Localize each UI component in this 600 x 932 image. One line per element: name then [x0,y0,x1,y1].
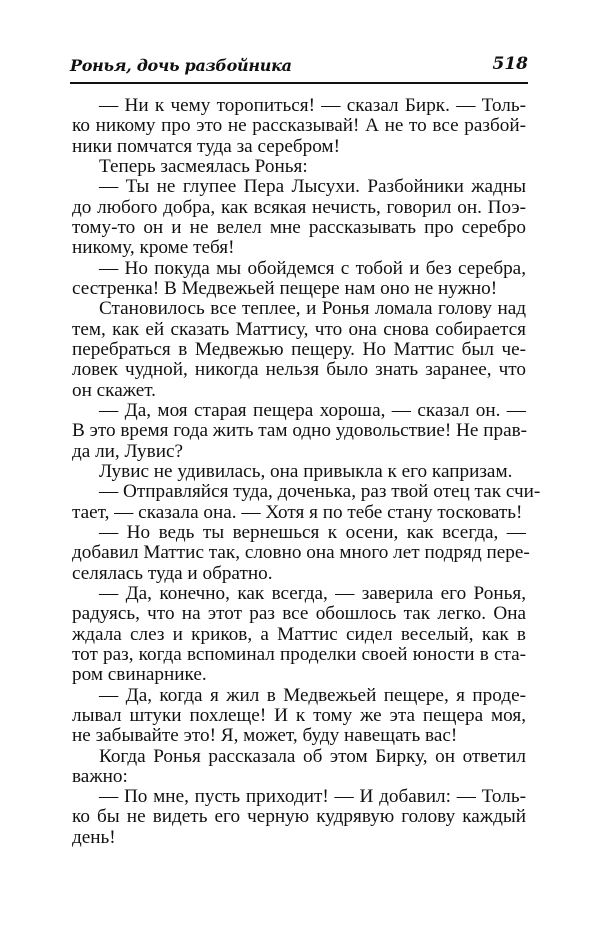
text-line: тому-то он и не велел мне рассказывать про серебро [72,216,526,238]
text-line: важно: [72,765,128,787]
text-line: день! [72,826,116,848]
paragraph [72,521,530,584]
page-body [72,95,541,848]
paragraph [72,686,526,747]
text-line: В это время года жить там одно удовольствие! Не прав- [72,420,528,442]
paragraph [72,96,526,157]
paragraph [72,299,526,401]
text-line: — Да, конечно, как всегда, — заверила его Ронья, [99,582,526,604]
text-line: — Да, когда я жил в Медвежьей пещере, я проде- [99,684,526,706]
page-number: 518 [492,54,528,74]
text-line: тот раз, когда вспоминал проделки своей юности в ста- [72,643,526,665]
paragraph [72,157,526,177]
paragraph [72,481,541,523]
text-line: он скажет. [72,379,156,401]
text-line: ники помчатся туда за серебром! [72,135,340,157]
paragraph [72,584,526,686]
text-line: — Да, моя старая пещера хороша, — сказал он. — [99,399,526,421]
paragraph [72,259,526,300]
text-line: сестренка! В Медвежьей пещере нам оно не нужно! [72,277,498,299]
running-header [70,54,528,82]
text-line: — Но покуда мы обойдемся с тобой и без серебра, [99,257,526,279]
header-rule [70,82,528,84]
text-line: Теперь засмеялась Ронья: [99,155,308,177]
text-line: Лувис не удивилась, она привыкла к его капризам. [99,460,513,482]
text-line: ром свинарнике. [72,664,207,686]
text-line: перебраться в Медвежью пещеру. Но Маттис был че- [72,338,526,360]
paragraph [72,787,526,848]
text-line: не забывайте это! Я, может, буду навещать вас! [72,725,458,747]
text-line: — Ни к чему торопиться! — сказал Бирк. — Толь- [99,95,526,116]
text-line: Становилось все теплее, и Ронья ломала голову над [99,298,526,320]
text-line: селялась туда и обратно. [72,562,273,584]
text-line: — Отправляйся туда, доченька, раз твой отец так счи- [99,481,541,503]
running-title: Ронья, дочь разбойника [70,56,292,75]
text-line: тем, как ей сказать Маттису, что она снова собирается [72,318,526,340]
text-line: тает, — сказала она. — Хотя я по тебе стану тосковать! [72,501,523,523]
text-line: ко никому про это не рассказывай! А не то все разбой- [72,115,526,137]
text-line: да ли, Лувис? [72,440,184,462]
text-line: радуясь, что на этот раз все обошлось так легко. Она [72,603,526,625]
text-line: до любого добра, как всякая нечисть, говорил он. Поэ- [72,196,526,218]
text-line: добавил Маттис так, словно она много лет подряд пере- [72,542,530,564]
text-line: Когда Ронья рассказала об этом Бирку, он ответил [99,745,526,767]
text-line: ловек чудной, никогда нельзя было знать заранее, что [72,359,526,381]
text-line: — Ты не глупее Пера Лысухи. Разбойники жадны [99,176,526,198]
paragraph [72,401,526,462]
text-line: никому, кроме тебя! [72,237,235,259]
text-line: — Но ведь ты вернешься к осени, как всегда, — [99,521,526,543]
text-line: — По мне, пусть приходит! — И добавил: — Толь- [99,786,526,808]
paragraph [72,462,526,482]
text-line: ко бы не видеть его черную кудрявую голову каждый [72,806,526,828]
paragraph [72,177,526,258]
text-line: ждала слез и криков, а Маттис сидел веселый, как в [72,623,526,645]
text-line: лывал штуки похлеще! И к тому же эта пещера моя, [72,704,526,726]
paragraph [72,747,526,788]
